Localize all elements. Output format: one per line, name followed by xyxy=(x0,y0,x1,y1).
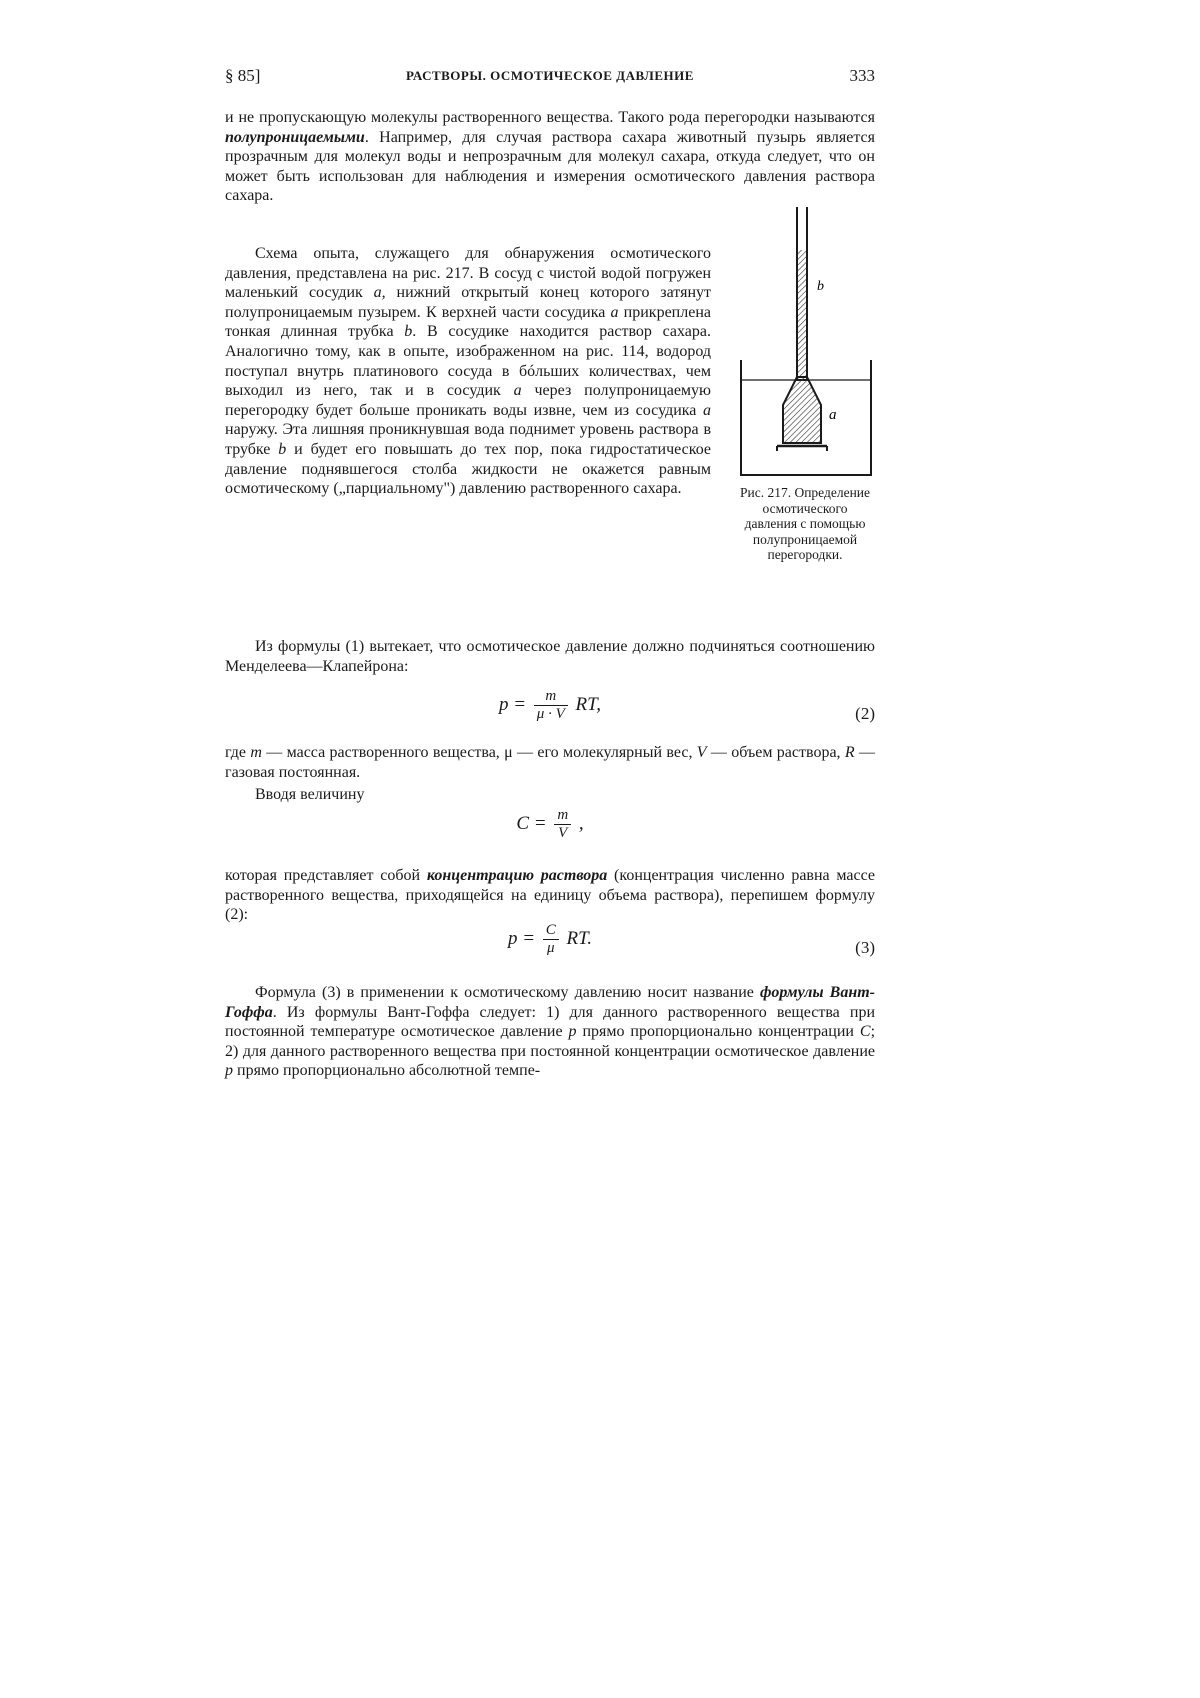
fraction: $\frac{m}{\mu \cdot V}$ xyxy=(534,688,568,723)
formula-lhs: p = xyxy=(498,693,527,715)
formula-2 xyxy=(225,688,875,740)
text-run: наружу. Эта лишняя проникнувшая вода поднимет уровень раствора в трубке xyxy=(225,421,711,458)
text-run: . В сосудике находится раствор сахара. Аналогично тому, как в опыте, изображенном на рис. 114, водород поступал внутрь платинового сосуда в бóльших количествах, чем выходил из него, так и в сосудик xyxy=(225,323,711,400)
var-c: C xyxy=(859,1023,871,1041)
formula-3: p = $\frac{C}{\mu}$ RT. (3) xyxy=(507,922,875,957)
paragraph-introduce: Вводя величину xyxy=(255,786,365,803)
figure-217 xyxy=(733,205,878,485)
var-v: V xyxy=(696,744,707,761)
solution-column xyxy=(798,250,806,380)
section-number: § 85] xyxy=(225,66,261,85)
paragraph-semipermeable xyxy=(225,108,875,206)
formula-concentration: C = $\frac{m}{V}$ , xyxy=(516,807,584,841)
text-run: прикреплена тонкая длинная трубка xyxy=(225,303,711,341)
vessel-a xyxy=(783,377,821,443)
text-run: , нижний открытый конец которого затянут полупроницаемым пузырем. К верхней части сосудика xyxy=(225,284,711,321)
fraction: $\frac{C}{\mu}$ xyxy=(543,922,559,957)
running-title: РАСТВОРЫ. ОСМОТИЧЕСКОЕ ДАВЛЕНИЕ xyxy=(406,68,694,83)
text-run: . Например, для случая раствора сахара животный пузырь является прозрачным для молекул воды и непрозрачным для молекул сахара, откуда следует, что он может быть использован для наблюдения и измерения осмотического давления раствора сахара. xyxy=(225,128,875,205)
var-b: b xyxy=(278,440,287,458)
var-b: b xyxy=(404,323,413,341)
equation-number: (3) xyxy=(855,938,875,957)
text-run: через полупроницаемую перегородку будет больше проникать воды извне, чем из сосудика xyxy=(225,382,711,419)
term-concentration: концентрацию раствора xyxy=(426,867,608,884)
text-run: и будет его повышать до тех пор, пока гидростатическое давление поднявшегося столба жидкости не окажется равным осмотическому („парциальному") давлению растворенного сахара. xyxy=(225,440,711,498)
term-semipermeable: полупроницаемыми xyxy=(225,128,365,146)
paragraph-concentration: которая представляет собой концентрацию раствора (концентрация численно равна массе растворенного вещества, приходящейся на единицу объема раствора), перепишем формулу (2): xyxy=(225,867,876,924)
figure-caption: Рис. 217. Определение осмотического давления с помощью полупроницаемой перегородки. xyxy=(739,485,871,562)
equation-number: (2) xyxy=(855,704,875,723)
page-number: 333 xyxy=(849,66,875,85)
paragraph-mendeleev: Из формулы (1) вытекает, что осмотическое давление должно подчиняться соотношению Менделеева—Клапейрона: xyxy=(225,638,875,675)
formula-rhs: RT, xyxy=(575,693,602,715)
var-a: a xyxy=(373,284,382,302)
label-b: b xyxy=(817,279,824,294)
var-m: m xyxy=(250,744,262,761)
var-p: p xyxy=(225,1062,233,1080)
label-a: a xyxy=(829,407,837,423)
var-a: a xyxy=(703,401,711,419)
var-r: R xyxy=(844,744,855,761)
text-run: Схема опыта, служащего для обнаружения осмотического давления, представлена на рис. 217. В сосуд с чистой водой погружен маленький сосудик xyxy=(225,245,711,302)
osmometer-diagram xyxy=(733,205,878,485)
text-run: и не пропускающую молекулы растворенного вещества. Такого рода перегородки называются xyxy=(225,109,875,126)
var-p: p xyxy=(568,1023,577,1041)
fraction: $\frac{m}{V}$ xyxy=(554,807,571,842)
var-a: a xyxy=(610,303,619,321)
var-a: a xyxy=(513,382,522,400)
paragraph-experiment xyxy=(225,244,711,499)
term-vant-hoff: формулы Вант-Гоффа xyxy=(225,984,876,1021)
paragraph-definitions: где m — масса растворенного вещества, μ — его молекулярный вес, V — объем раствора, R — газовая постоянная. xyxy=(225,744,876,781)
running-header xyxy=(225,66,875,90)
paragraph-vant-hoff: Формула (3) в применении к осмотическому давлению носит название формулы Вант-Гоффа. Из формулы Вант-Гоффа следует: 1) для данного растворенного вещества при постоянной температуре осмотическое давление p прямо пропорционально концентрации C; 2) для данного растворенного вещества при постоянной концентрации осмотическое давление p прямо пропорционально абсолютной темпе- xyxy=(225,984,876,1080)
